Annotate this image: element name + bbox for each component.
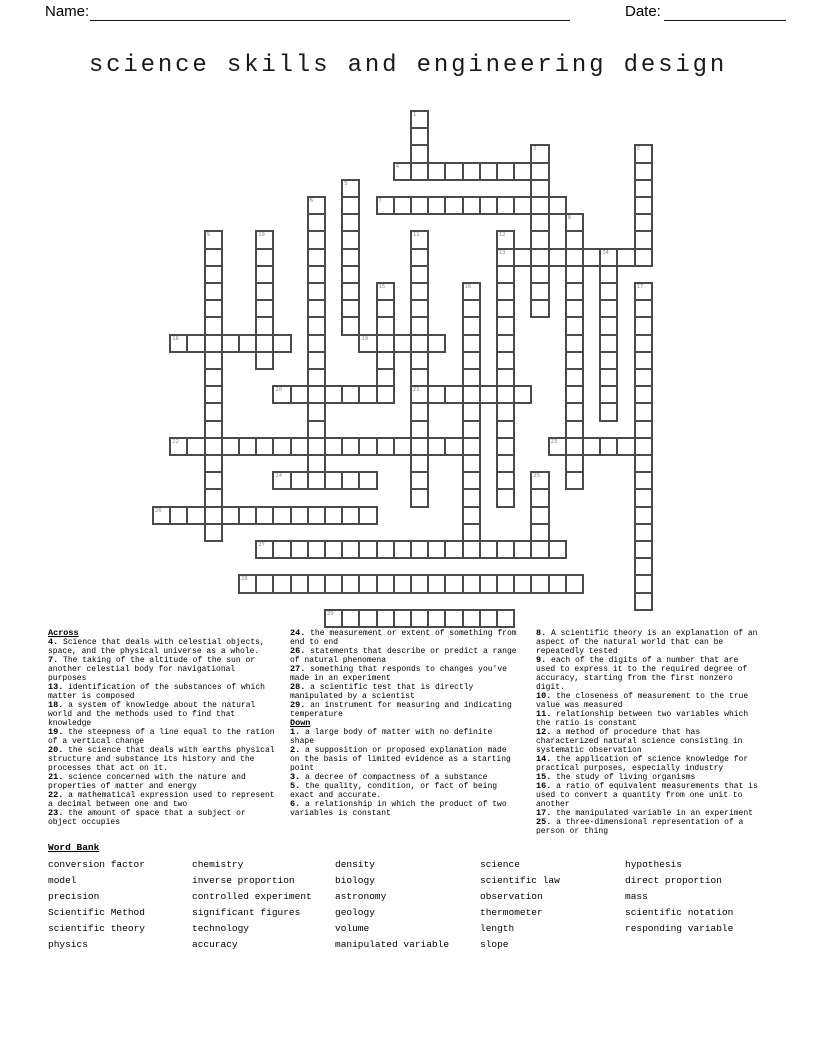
clue-across-7 — [48, 656, 278, 683]
clue-column-2 — [290, 629, 518, 818]
clue-down-1 — [290, 728, 518, 746]
grid-cell — [634, 592, 653, 611]
name-blank-line — [90, 2, 570, 21]
clue-text: the manipulated variable in an experiment — [556, 809, 753, 818]
clue-across-22 — [48, 791, 278, 809]
grid-cell — [513, 540, 532, 559]
grid-cell — [393, 437, 412, 456]
clue-number: 11. — [536, 709, 552, 719]
word-bank-item: responding variable — [625, 923, 734, 934]
grid-cell-number: 11 — [413, 232, 420, 239]
clue-across-26 — [290, 647, 518, 665]
word-bank-item: manipulated variable — [335, 939, 450, 950]
grid-cell — [393, 162, 412, 181]
word-bank-item: thermometer — [480, 907, 543, 918]
grid-cell-number: 9 — [206, 232, 210, 239]
clue-across-23 — [48, 809, 278, 827]
grid-cell-number: 17 — [636, 284, 644, 290]
clue-text: a ratio of equivalent measurements that is used to convert a quantity from one unit to another — [536, 782, 758, 809]
grid-cell — [565, 574, 584, 593]
grid-cell-number: 15 — [378, 284, 386, 290]
word-bank-item: significant figures — [192, 907, 301, 918]
page-title: science skills and engineering design — [88, 52, 728, 79]
grid-cell — [634, 248, 653, 267]
word-bank-item: conversion factor — [48, 859, 145, 870]
clue-number: 5. — [290, 781, 301, 791]
word-bank-item: technology — [192, 923, 250, 934]
grid-cell — [186, 334, 205, 353]
grid-cell — [444, 540, 463, 559]
clue-number: 20. — [48, 745, 64, 755]
grid-cell-number: 28 — [241, 576, 248, 583]
word-bank-item: model — [48, 875, 77, 886]
word-bank-item: scientific law — [480, 875, 560, 886]
name-label: Name: — [45, 3, 90, 20]
word-bank-item: slope — [480, 939, 509, 950]
clue-number: 26. — [290, 646, 306, 656]
word-bank — [48, 859, 788, 955]
clue-down-15 — [536, 773, 758, 782]
clue-text: science concerned with the nature and properties of matter and energy — [48, 773, 246, 791]
clue-down-17 — [536, 809, 758, 818]
grid-cell — [358, 334, 377, 353]
grid-cell — [358, 506, 377, 525]
clue-text: the application of science knowledge for practical purposes, especially industry — [536, 755, 749, 773]
grid-cell-number: 16 — [464, 284, 472, 290]
word-bank-item: hypothesis — [625, 859, 683, 870]
grid-cell — [410, 488, 429, 507]
grid-cell — [599, 402, 618, 421]
grid-cell-number: 1 — [413, 112, 417, 118]
grid-cell — [290, 437, 309, 456]
grid-cell-number: 4 — [395, 163, 400, 170]
clue-text: a system of knowledge about the natural world and the methods used to find that knowledge — [48, 701, 256, 728]
clue-number: 10. — [536, 691, 552, 701]
clue-text: statements that describe or predict a range of natural phenomena — [290, 647, 517, 665]
grid-cell — [393, 334, 412, 353]
clue-text: each of the digits of a number that are used to express it to the required degree of accuracy, starting from the first nonzero digit. — [536, 656, 748, 692]
grid-cell-number: 29 — [327, 610, 334, 617]
clue-number: 13. — [48, 682, 64, 692]
word-bank-item: accuracy — [192, 939, 238, 950]
grid-cell — [548, 248, 567, 267]
clue-text: the measurement or extent of something from end to end — [290, 629, 517, 647]
grid-cell-number: 22 — [172, 438, 179, 445]
word-bank-item — [625, 939, 788, 955]
clue-text: something that responds to changes you've made in an experiment — [290, 665, 507, 683]
grid-cell-number: 18 — [172, 335, 179, 342]
word-bank-item: observation — [480, 891, 543, 902]
word-bank-item: chemistry — [192, 859, 244, 870]
grid-cell-number: 8 — [567, 215, 572, 222]
grid-cell — [496, 609, 515, 628]
across-header: Across — [48, 628, 79, 638]
word-bank-item: physics — [48, 939, 88, 950]
clue-across-29 — [290, 701, 518, 719]
clue-across-18 — [48, 701, 278, 728]
word-bank-header: Word Bank — [48, 842, 100, 853]
word-bank-item: scientific theory — [48, 923, 145, 934]
clue-across-19 — [48, 728, 278, 746]
word-bank-item: length — [480, 923, 515, 934]
grid-cell — [513, 196, 532, 215]
clue-across-13 — [48, 683, 278, 701]
clue-number: 19. — [48, 727, 64, 737]
clue-text: the amount of space that a subject or object occupies — [48, 809, 246, 827]
grid-cell — [255, 351, 274, 370]
word-bank-item: astronomy — [335, 891, 387, 902]
grid-cell-number: 2 — [533, 146, 537, 153]
grid-cell — [479, 385, 498, 404]
clue-text: a method of procedure that has characterized natural science consisting in systematic observation — [536, 728, 743, 755]
word-bank-item: Scientific Method — [48, 907, 145, 918]
grid-cell — [548, 540, 567, 559]
grid-cell — [186, 506, 205, 525]
grid-cell-number: 25 — [533, 473, 541, 480]
grid-cell-number: 12 — [499, 232, 506, 239]
clue-across-27 — [290, 665, 518, 683]
grid-cell — [290, 471, 309, 490]
clue-text: A scientific theory is an explanation of an aspect of the natural world that can be repeatedly tested — [536, 629, 758, 656]
clue-number: 17. — [536, 808, 552, 818]
clue-number: 15. — [536, 772, 552, 782]
clue-number: 16. — [536, 781, 552, 791]
grid-cell-number: 3 — [636, 146, 640, 153]
clue-down-3 — [290, 773, 518, 782]
word-bank-item: mass — [625, 891, 648, 902]
clue-down-6 — [290, 800, 518, 818]
grid-cell — [444, 437, 463, 456]
down-header: Down — [290, 718, 311, 728]
grid-cell-number: 14 — [602, 249, 609, 256]
grid-cell — [444, 385, 463, 404]
grid-cell — [530, 299, 549, 318]
word-bank-item: inverse proportion — [192, 875, 295, 886]
grid-cell-number: 13 — [499, 249, 506, 256]
grid-cell — [616, 437, 635, 456]
clue-down-25 — [536, 818, 758, 836]
clue-number: 23. — [48, 808, 64, 818]
clue-down-16 — [536, 782, 758, 809]
clue-text: the closeness of measurement to the true value was measured — [536, 692, 749, 710]
clue-across-4 — [48, 638, 278, 656]
grid-cell — [186, 437, 205, 456]
clue-down-2 — [290, 746, 518, 773]
grid-cell — [427, 334, 446, 353]
clue-number: 24. — [290, 628, 306, 638]
clue-text: an instrument for measuring and indicating temperature — [290, 701, 512, 719]
grid-cell-number: 5 — [344, 180, 348, 187]
clue-across-24 — [290, 629, 518, 647]
grid-cell — [204, 523, 223, 542]
clue-down-10 — [536, 692, 758, 710]
clue-number: 27. — [290, 664, 306, 674]
grid-cell — [565, 471, 584, 490]
clue-text: identification of the substances of which matter is composed — [48, 683, 265, 701]
clue-number: 18. — [48, 700, 64, 710]
crossword-grid — [152, 110, 652, 627]
date-blank-line — [664, 2, 786, 21]
clue-number: 6. — [290, 799, 301, 809]
clue-column-3 — [536, 629, 758, 836]
clue-text: relationship between two variables which the ratio is constant — [536, 710, 749, 728]
clue-number: 2. — [290, 745, 301, 755]
grid-cell — [513, 248, 532, 267]
grid-cell-number: 19 — [361, 335, 369, 342]
clue-number: 25. — [536, 817, 552, 827]
clue-number: 7. — [48, 655, 59, 665]
grid-cell — [376, 385, 395, 404]
word-bank-item: direct proportion — [625, 875, 722, 886]
clue-across-28 — [290, 683, 518, 701]
grid-cell-number: 10 — [258, 232, 265, 239]
clue-text: Science that deals with celestial objects, space, and the physical universe as a whole. — [48, 638, 265, 656]
word-bank-item: biology — [335, 875, 375, 886]
grid-cell-number: 27 — [258, 542, 265, 548]
clue-number: 1. — [290, 727, 301, 737]
word-bank-item: density — [335, 859, 375, 870]
clue-down-5 — [290, 782, 518, 800]
clue-down-11 — [536, 710, 758, 728]
grid-cell-number: 21 — [413, 387, 420, 394]
date-label: Date: — [625, 3, 661, 20]
grid-cell-number: 23 — [550, 438, 558, 445]
grid-cell — [616, 248, 635, 267]
clue-number: 28. — [290, 682, 306, 692]
clue-number: 14. — [536, 754, 552, 764]
clue-down-9 — [536, 656, 758, 692]
clue-number: 12. — [536, 727, 552, 737]
word-bank-item: science — [480, 859, 520, 870]
grid-cell-number: 20 — [275, 387, 283, 394]
clue-number: 8. — [536, 628, 547, 638]
grid-cell-number: 6 — [309, 198, 314, 204]
clue-down-8 — [536, 629, 758, 656]
clue-text: a scientific test that is directly manipulated by a scientist — [290, 683, 474, 701]
clue-text: a mathematical expression used to represent a decimal between one and two — [48, 791, 275, 809]
word-bank-item: volume — [335, 923, 370, 934]
clue-number: 9. — [536, 655, 547, 665]
clue-number: 21. — [48, 772, 64, 782]
clue-number: 22. — [48, 790, 64, 800]
word-bank-item: controlled experiment — [192, 891, 312, 902]
clue-down-14 — [536, 755, 758, 773]
clue-across-21 — [48, 773, 278, 791]
clue-text: the study of living organisms — [556, 773, 696, 782]
grid-cell-number: 24 — [275, 473, 283, 480]
clue-column-1 — [48, 629, 278, 827]
grid-cell — [290, 385, 309, 404]
grid-cell-number: 7 — [378, 198, 382, 204]
word-bank-item: geology — [335, 907, 375, 918]
grid-cell — [272, 334, 291, 353]
grid-cell — [513, 385, 532, 404]
clue-number: 3. — [290, 772, 301, 782]
grid-cell — [358, 385, 377, 404]
clue-text: a supposition or proposed explanation made on the basis of limited evidence as a starting point — [290, 746, 511, 773]
clue-text: a three-dimensional representation of a person or thing — [536, 818, 744, 836]
grid-cell — [548, 437, 567, 456]
word-bank-item: precision — [48, 891, 100, 902]
clue-text: the science that deals with earths physical structure and substance its history and the processes that act on it. — [48, 746, 275, 773]
clue-number: 29. — [290, 700, 306, 710]
grid-cell — [496, 488, 515, 507]
grid-cell-number: 26 — [155, 507, 162, 514]
clue-down-12 — [536, 728, 758, 755]
grid-cell — [513, 162, 532, 181]
clue-text: the quality, condition, or fact of being exact and accurate. — [290, 782, 498, 800]
clue-text: a decree of compactness of a substance — [305, 773, 488, 782]
clue-text: a relationship in which the product of two variables is constant — [290, 800, 507, 818]
clue-number: 4. — [48, 637, 59, 647]
grid-cell — [238, 334, 257, 353]
clue-text: a large body of matter with no definite shape — [290, 728, 493, 746]
clue-across-20 — [48, 746, 278, 773]
word-bank-item: scientific notation — [625, 907, 734, 918]
clue-text: The taking of the altitude of the sun or another celestial body for navigational purposes — [48, 656, 256, 683]
grid-cell — [358, 471, 377, 490]
clue-text: the steepness of a line equal to the ration of a vertical change — [48, 728, 275, 746]
